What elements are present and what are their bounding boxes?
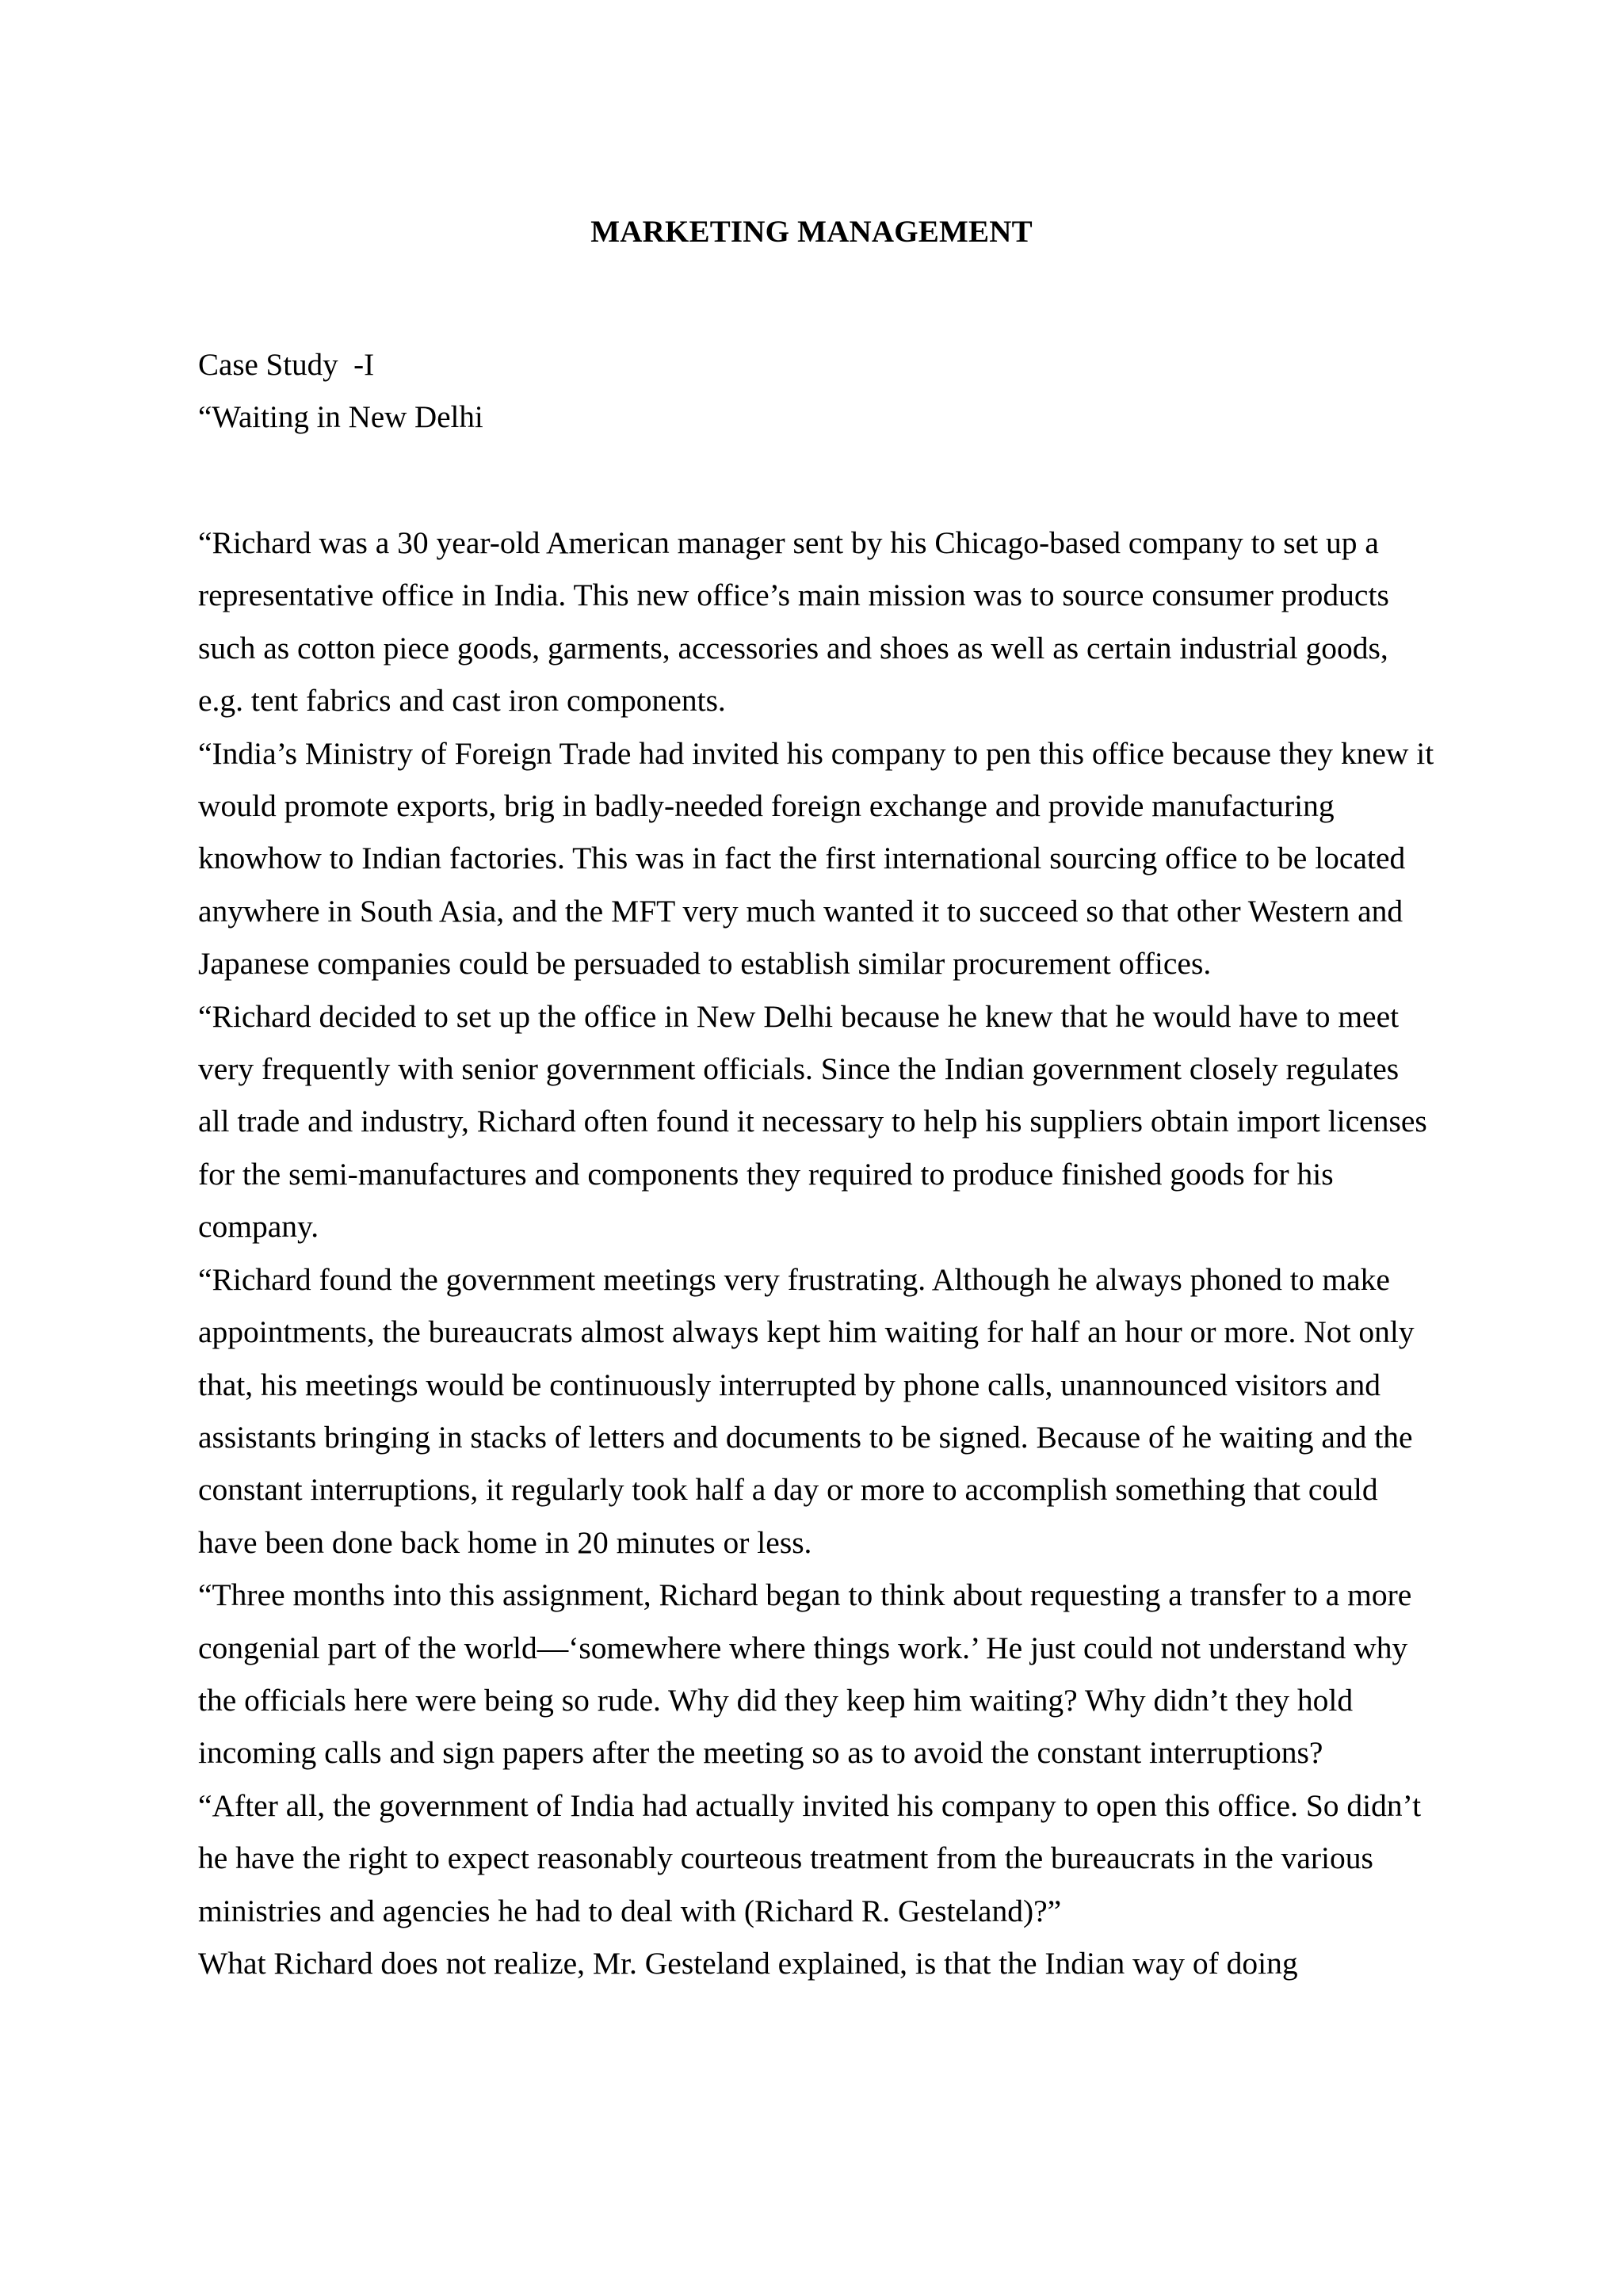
paragraph: “Three months into this assignment, Richard began to think about requesting a transfer to a more congenial part of the world—‘somewhere where things work.’ He just could not understand why the officials here were being so rude. Why did they keep him waiting? Why didn’t they hold incoming calls and sign papers after the meeting so as to avoid the constant interruptions? (198, 1577, 1412, 1771)
paragraph: What Richard does not realize, Mr. Gesteland explained, is that the Indian way of doing (198, 1945, 1298, 1981)
case-study-body (198, 517, 1434, 1989)
paragraph: “Richard was a 30 year-old American manager sent by his Chicago-based company to set up a representative office in India. This new office’s main mission was to source consumer products such as cotton piece goods, garments, accessories and shoes as well as certain industrial goods, e.g. tent fabrics and cast iron components. (198, 525, 1389, 719)
paragraph: “Richard found the government meetings very frustrating. Although he always phoned to make appointments, the bureaucrats almost always kept him waiting for half an hour or more. Not only that, his meetings would be continuously interrupted by phone calls, unannounced visitors and assistants bringing in stacks of letters and documents to be signed. Because of he waiting and the constant interruptions, it regularly took half a day or more to accomplish something that could have been done back home in 20 minutes or less. (198, 1261, 1415, 1560)
case-study-label: Case Study -I (198, 348, 375, 382)
document-title: MARKETING MANAGEMENT (590, 215, 1033, 249)
paragraph: “India’s Ministry of Foreign Trade had invited his company to pen this office because they knew it would promote exports, brig in badly-needed foreign exchange and provide manufacturing knowhow to Indian factories. This was in fact the first international sourcing office to be located anywhere in South Asia, and the MFT very much wanted it to succeed so that other Western and Japanese companies could be persuaded to establish similar procurement offices. (198, 735, 1434, 982)
case-study-title: “Waiting in New Delhi (198, 400, 483, 434)
case-study-heading (198, 339, 1434, 444)
paragraph: “Richard decided to set up the office in New Delhi because he knew that he would have to meet very frequently with senior government officials. Since the Indian government closely regulates all trade and industry, Richard often found it necessary to help his suppliers obtain import licenses for the semi-manufactures and components they required to produce finished goods for his company. (198, 998, 1427, 1245)
paragraph: “After all, the government of India had actually invited his company to open this office. So didn’t he have the right to expect reasonably courteous treatment from the bureaucrats in the various ministries and agencies he had to deal with (Richard R. Gesteland)?” (198, 1787, 1422, 1928)
